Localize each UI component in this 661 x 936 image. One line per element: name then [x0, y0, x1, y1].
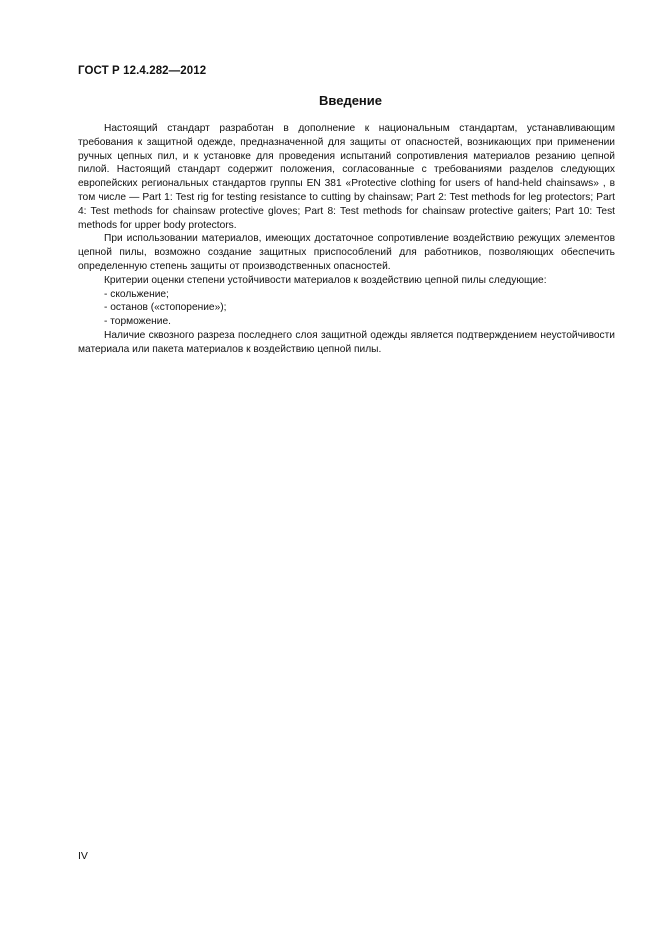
introduction-body	[78, 122, 615, 357]
paragraph-materials: При использовании материалов, имеющих достаточное сопротивление воздействию режущих элементов цепной пилы, возможно создание защитных приспособлений для работников, позволяющих обеспечить определенную степень защиты от производственных опасностей.	[78, 233, 615, 272]
paragraph-scope: Настоящий стандарт разработан в дополнение к национальным стандартам, устанавливающим требования к защитной одежде, предназначенной для защиты от опасностей, возникающих при применении ручных цепных пил, и к установке для проведения испытаний сопротивления материалов резанию цепной пилой. Настоящий стандарт содержит положения, согласованные с требованиями разделов следующих европейских региональных стандартов группы EN 381 «Protective clothing for users of hand-held chainsaws» , в том числе — Part 1: Test rig for testing resistance to cutting by chainsaw; Part 2: Test methods for leg protectors; Part 4: Test methods for chainsaw protective gloves; Part 8: Test methods for chainsaw protective gaiters; Part 10: Test methods for upper body protectors.	[78, 123, 615, 231]
section-title: Введение	[319, 93, 382, 108]
page-number: IV	[78, 850, 88, 862]
criteria-item-stopping: - останов («стопорение»);	[104, 302, 227, 314]
criteria-item-sliding: - скольжение;	[104, 288, 169, 300]
criteria-item-braking: - торможение.	[104, 316, 171, 328]
document-code-header: ГОСТ Р 12.4.282—2012	[78, 65, 207, 77]
paragraph-closing: Наличие сквозного разреза последнего слоя защитной одежды является подтверждением неустойчивости материала или пакета материалов к воздействию цепной пилы.	[78, 329, 615, 355]
paragraph-criteria-intro: Критерии оценки степени устойчивости материалов к воздействию цепной пилы следующие:	[104, 274, 547, 286]
